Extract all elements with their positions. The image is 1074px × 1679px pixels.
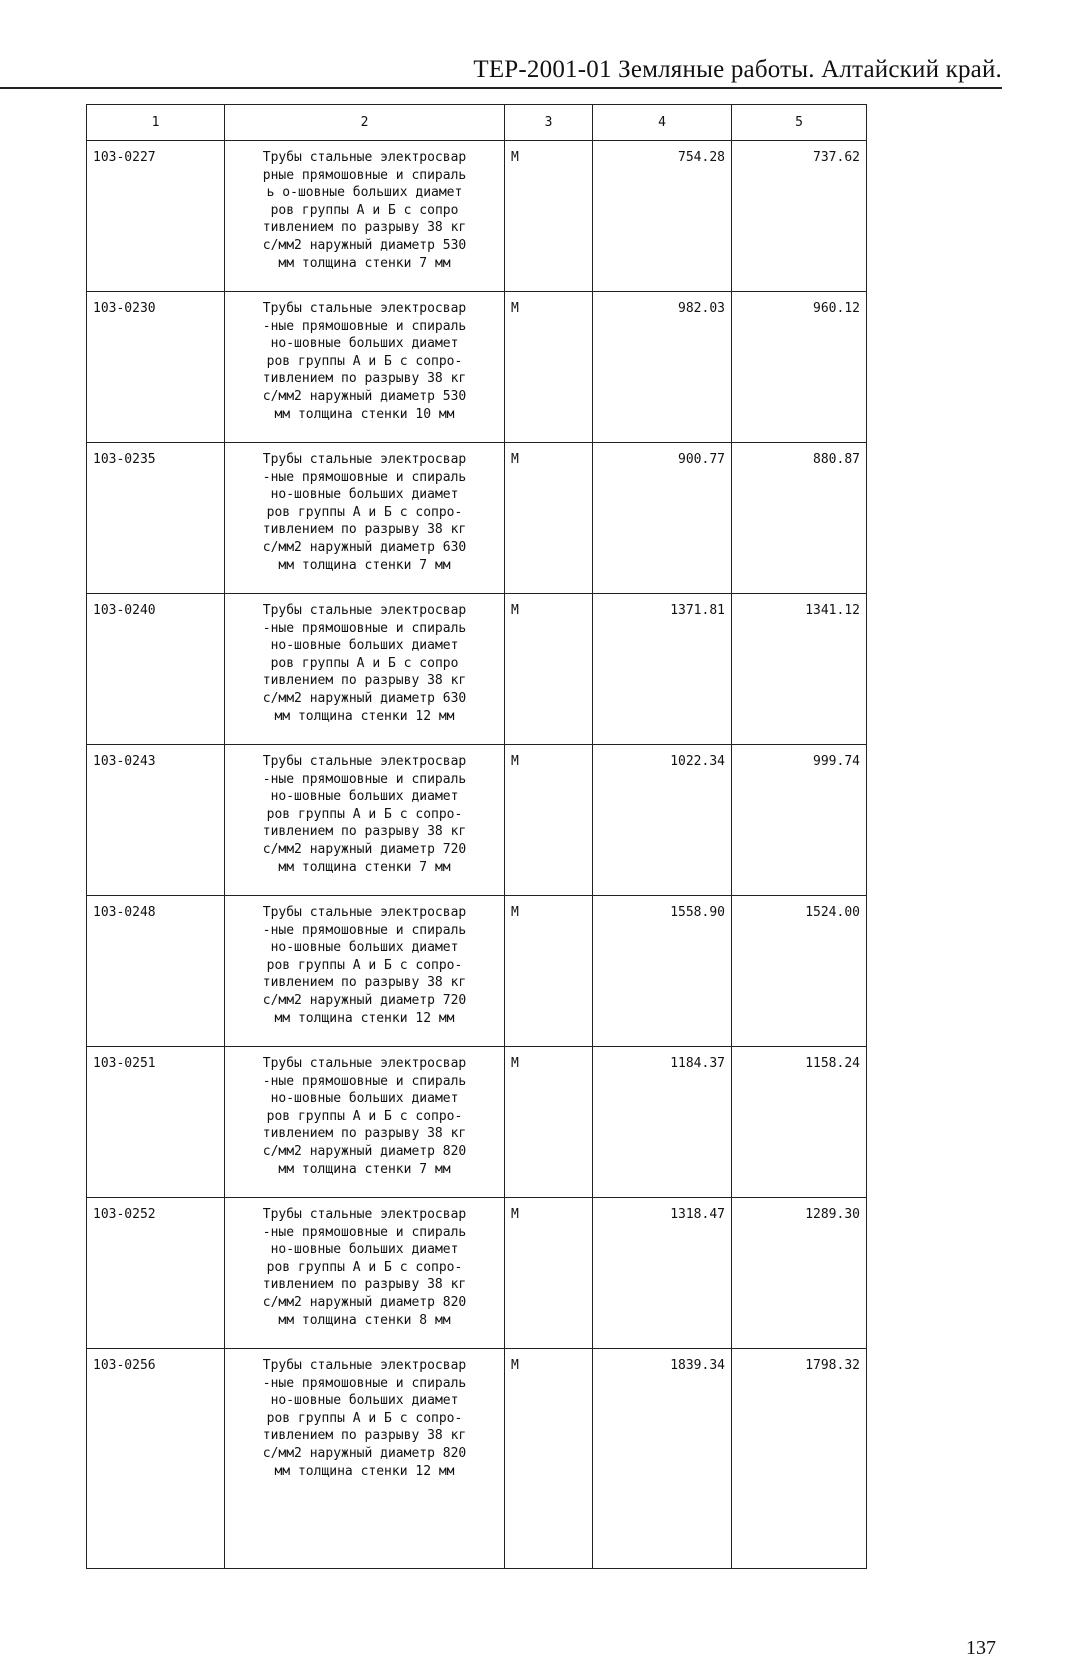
item-price-1: 754.28 bbox=[593, 141, 732, 292]
item-price-1: 900.77 bbox=[593, 443, 732, 594]
item-code: 103-0248 bbox=[87, 896, 225, 1047]
item-description: Трубы стальные электросвар -ные прямошовные и спираль но-шовные больших диамет ров группы А и Б с сопро- тивлением по разрыву 38 кг с/мм2 наружный диаметр 720 мм толщина стенки 12 мм bbox=[225, 896, 505, 1047]
table-row bbox=[87, 1047, 867, 1198]
item-price-2: 1158.24 bbox=[732, 1047, 867, 1198]
item-unit: М bbox=[505, 1047, 593, 1198]
table-row bbox=[87, 594, 867, 745]
page-header-title: ТЕР-2001-01 Земляные работы. Алтайский край. bbox=[473, 56, 1002, 83]
item-description: Трубы стальные электросвар -ные прямошовные и спираль но-шовные больших диамет ров группы А и Б с сопро- тивлением по разрыву 38 кг с/мм2 наружный диаметр 630 мм толщина стенки 7 мм bbox=[225, 443, 505, 594]
item-price-2: 880.87 bbox=[732, 443, 867, 594]
item-unit: М bbox=[505, 1198, 593, 1349]
column-header: 4 bbox=[593, 105, 732, 141]
item-price-2: 1341.12 bbox=[732, 594, 867, 745]
table-row bbox=[87, 1349, 867, 1569]
item-description: Трубы стальные электросвар -ные прямошовные и спираль но-шовные больших диамет ров группы А и Б с сопро- тивлением по разрыву 38 кг с/мм2 наружный диаметр 530 мм толщина стенки 10 мм bbox=[225, 292, 505, 443]
item-price-1: 1839.34 bbox=[593, 1349, 732, 1569]
item-price-2: 999.74 bbox=[732, 745, 867, 896]
table-row bbox=[87, 1198, 867, 1349]
item-unit: М bbox=[505, 896, 593, 1047]
item-unit: М bbox=[505, 594, 593, 745]
item-code: 103-0230 bbox=[87, 292, 225, 443]
item-code: 103-0243 bbox=[87, 745, 225, 896]
page-number: 137 bbox=[966, 1637, 996, 1659]
item-unit: М bbox=[505, 292, 593, 443]
item-price-1: 982.03 bbox=[593, 292, 732, 443]
item-price-1: 1318.47 bbox=[593, 1198, 732, 1349]
table-row bbox=[87, 443, 867, 594]
item-price-2: 1289.30 bbox=[732, 1198, 867, 1349]
table-row bbox=[87, 896, 867, 1047]
column-header: 3 bbox=[505, 105, 593, 141]
item-unit: М bbox=[505, 745, 593, 896]
item-unit: М bbox=[505, 1349, 593, 1569]
column-header: 5 bbox=[732, 105, 867, 141]
item-price-1: 1022.34 bbox=[593, 745, 732, 896]
item-price-2: 1524.00 bbox=[732, 896, 867, 1047]
item-code: 103-0251 bbox=[87, 1047, 225, 1198]
item-price-1: 1371.81 bbox=[593, 594, 732, 745]
item-unit: М bbox=[505, 443, 593, 594]
item-price-1: 1558.90 bbox=[593, 896, 732, 1047]
item-price-2: 1798.32 bbox=[732, 1349, 867, 1569]
table-row bbox=[87, 745, 867, 896]
item-price-2: 737.62 bbox=[732, 141, 867, 292]
table-row bbox=[87, 141, 867, 292]
rates-table bbox=[86, 104, 867, 1569]
header-divider bbox=[0, 87, 1002, 89]
item-description: Трубы стальные электросвар -ные прямошовные и спираль но-шовные больших диамет ров группы А и Б с сопро- тивлением по разрыву 38 кг с/мм2 наружный диаметр 820 мм толщина стенки 12 мм bbox=[225, 1349, 505, 1569]
item-code: 103-0256 bbox=[87, 1349, 225, 1569]
item-unit: М bbox=[505, 141, 593, 292]
item-price-2: 960.12 bbox=[732, 292, 867, 443]
table-header-row bbox=[87, 105, 867, 141]
item-code: 103-0252 bbox=[87, 1198, 225, 1349]
item-description: Трубы стальные электросвар -ные прямошовные и спираль но-шовные больших диамет ров группы А и Б с сопро- тивлением по разрыву 38 кг с/мм2 наружный диаметр 720 мм толщина стенки 7 мм bbox=[225, 745, 505, 896]
item-code: 103-0240 bbox=[87, 594, 225, 745]
item-description: Трубы стальные электросвар -ные прямошовные и спираль но-шовные больших диамет ров группы А и Б с сопро- тивлением по разрыву 38 кг с/мм2 наружный диаметр 820 мм толщина стенки 7 мм bbox=[225, 1047, 505, 1198]
column-header: 2 bbox=[225, 105, 505, 141]
item-description: Трубы стальные электросвар -ные прямошовные и спираль но-шовные больших диамет ров группы А и Б с сопро тивлением по разрыву 38 кг с/мм2 наружный диаметр 630 мм толщина стенки 12 мм bbox=[225, 594, 505, 745]
item-description: Трубы стальные электросвар рные прямошовные и спираль ь о-шовные больших диамет ров группы А и Б с сопро тивлением по разрыву 38 кг с/мм2 наружный диаметр 530 мм толщина стенки 7 мм bbox=[225, 141, 505, 292]
item-price-1: 1184.37 bbox=[593, 1047, 732, 1198]
column-header: 1 bbox=[87, 105, 225, 141]
item-description: Трубы стальные электросвар -ные прямошовные и спираль но-шовные больших диамет ров группы А и Б с сопро- тивлением по разрыву 38 кг с/мм2 наружный диаметр 820 мм толщина стенки 8 мм bbox=[225, 1198, 505, 1349]
item-code: 103-0235 bbox=[87, 443, 225, 594]
table-row bbox=[87, 292, 867, 443]
item-code: 103-0227 bbox=[87, 141, 225, 292]
